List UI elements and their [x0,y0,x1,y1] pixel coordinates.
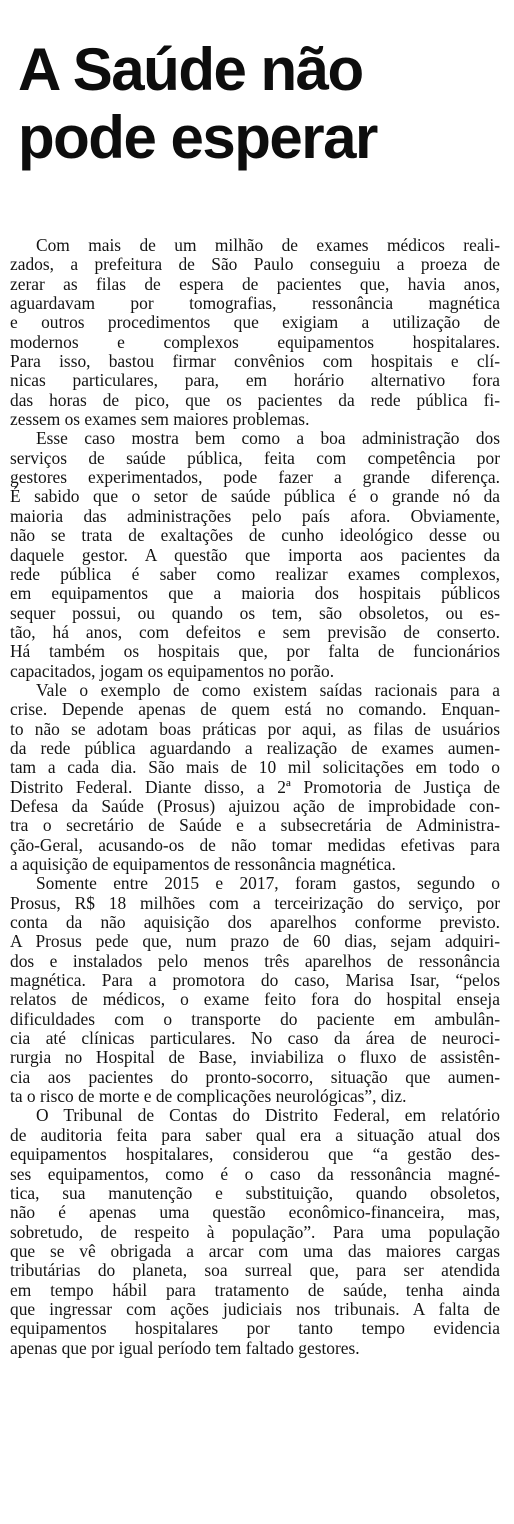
paragraph-line: crise. Depende apenas de quem está no comando. Enquan- [10,699,500,720]
paragraph-line: sobretudo, de respeito à população”. Para uma população [10,1221,500,1242]
article-paragraph [10,681,500,874]
paragraph-line: Prosus, R$ 18 milhões com a terceirização do serviço, por [10,892,500,913]
paragraph-line: capacitados, jogam os equipamentos no porão. [10,660,335,681]
paragraph-line: apenas que por igual período tem faltado gestores. [10,1337,360,1358]
paragraph-line: da rede pública aguardando a realização de exames aumen- [10,737,500,758]
paragraph-line: a aquisição de equipamentos de ressonância magnética. [10,854,396,874]
article-paragraph [10,429,500,680]
paragraph-line: cia aos pacientes do pronto-socorro, situação que aumen- [10,1066,500,1087]
paragraph-line: sequer possui, ou quando os tem, são obsoletos, ou es- [10,602,500,623]
paragraph-line: O Tribunal de Contas do Distrito Federal, em relatório [36,1105,500,1126]
paragraph-line: não é apenas uma questão econômico-financeira, mas, [10,1202,500,1223]
paragraph-line: tributárias do planeta, soa surreal que, para ser atendida [10,1260,500,1281]
paragraph-line: Distrito Federal. Diante disso, a 2ª Promotoria de Justiça de [10,776,500,797]
paragraph-line: tam a cada dia. São mais de 10 mil solicitações em todo o [10,757,500,778]
paragraph-line: zerar as filas de espera de pacientes que, havia anos, [10,273,500,294]
paragraph-line: Com mais de um milhão de exames médicos reali- [36,235,500,255]
article [10,36,506,172]
paragraph-line: equipamentos hospitalares por tanto tempo evidencia [10,1318,500,1339]
paragraph-line: É sabido que o setor de saúde pública é o grande nó da [10,486,500,507]
paragraph-line: Há também os hospitais que, por falta de funcionários [10,641,500,662]
paragraph-line: ta o risco de morte e de complicações neurológicas”, diz. [10,1086,407,1107]
headline-line-1: A Saúde não [18,36,363,103]
paragraph-line: to não se adotam boas práticas por aqui, as filas de usuários [10,718,500,739]
paragraph-line: maioria das administrações pelo país afora. Obviamente, [10,505,500,526]
article-body [10,236,500,1358]
paragraph-line: ção-Geral, acusando-os de não tomar medidas efetivas para [10,834,500,855]
article-paragraph [10,236,500,429]
paragraph-line: relatos de médicos, o exame feito fora do hospital enseja [10,989,500,1010]
paragraph-line: Esse caso mostra bem como a boa administração dos [36,428,500,449]
headline-line-2: pode esperar [18,104,377,171]
paragraph-line: cia até clínicas particulares. No caso da área de neuroci- [10,1028,500,1049]
paragraph-line: nicas particulares, para, em horário alternativo fora [10,370,500,391]
article-paragraph [10,1106,500,1357]
paragraph-line: Para isso, bastou firmar convênios com hospitais e clí- [10,351,500,372]
paragraph-line: aguardavam por tomografias, ressonância magnética [10,293,500,314]
paragraph-line: tão, há anos, com defeitos e sem previsão de conserto. [10,621,500,642]
paragraph-line: em equipamentos que a maioria dos hospitais públicos [10,583,500,604]
paragraph-line: e outros procedimentos que exigiam a utilização de [10,312,500,333]
paragraph-line: daquele gestor. A questão que importa aos pacientes da [10,544,500,565]
paragraph-line: Vale o exemplo de como existem saídas racionais para a [36,679,500,700]
paragraph-line: tra o secretário de Saúde e a subsecretária de Administra- [10,815,500,836]
headline [10,36,506,172]
article-paragraph [10,874,500,1106]
paragraph-line: de auditoria feita para saber qual era a situação atual dos [10,1124,500,1145]
paragraph-line: ses equipamentos, como é o caso da ressonância magné- [10,1163,500,1184]
paragraph-line: gestores experimentados, pode fazer a grande diferença. [10,467,500,488]
paragraph-line: rurgia no Hospital de Base, inviabiliza o fluxo de assistên- [10,1047,500,1068]
paragraph-line: que se vê obrigada a arcar com uma das maiores cargas [10,1240,500,1261]
paragraph-line: equipamentos hospitalares, considerou que “a gestão des- [10,1144,500,1165]
paragraph-line: rede pública é saber como realizar exames complexos, [10,563,500,584]
paragraph-line: das horas de pico, que os pacientes da rede pública fi- [10,389,500,410]
paragraph-line: conta da não aquisição dos aparelhos conforme previsto. [10,912,500,933]
paragraph-line: dos e instalados pelo menos três aparelhos de ressonância [10,950,500,971]
paragraph-line: que ingressar com ações judiciais nos tribunais. A falta de [10,1298,500,1319]
paragraph-line: zessem os exames sem maiores problemas. [10,409,310,430]
paragraph-line: em tempo hábil para tratamento de saúde, tenha ainda [10,1279,500,1300]
paragraph-line: magnética. Para a promotora do caso, Marisa Isar, “pelos [10,970,500,991]
paragraph-line: tica, sua manutenção e substituição, quando obsoletos, [10,1182,500,1203]
paragraph-line: Somente entre 2015 e 2017, foram gastos, segundo o [36,873,500,894]
paragraph-line: Defesa da Saúde (Prosus) ajuizou ação de improbidade con- [10,795,500,816]
paragraph-line: zados, a prefeitura de São Paulo conseguiu a proeza de [10,254,500,275]
paragraph-line: serviços de saúde pública, feita com competência por [10,447,500,468]
paragraph-line: A Prosus pede que, num prazo de 60 dias, sejam adquiri- [10,931,500,952]
paragraph-line: não se trata de exaltações de cunho ideológico desse ou [10,525,500,546]
paragraph-line: modernos e complexos equipamentos hospitalares. [10,331,500,352]
paragraph-line: dificuldades com o transporte do paciente em ambulân- [10,1008,500,1029]
